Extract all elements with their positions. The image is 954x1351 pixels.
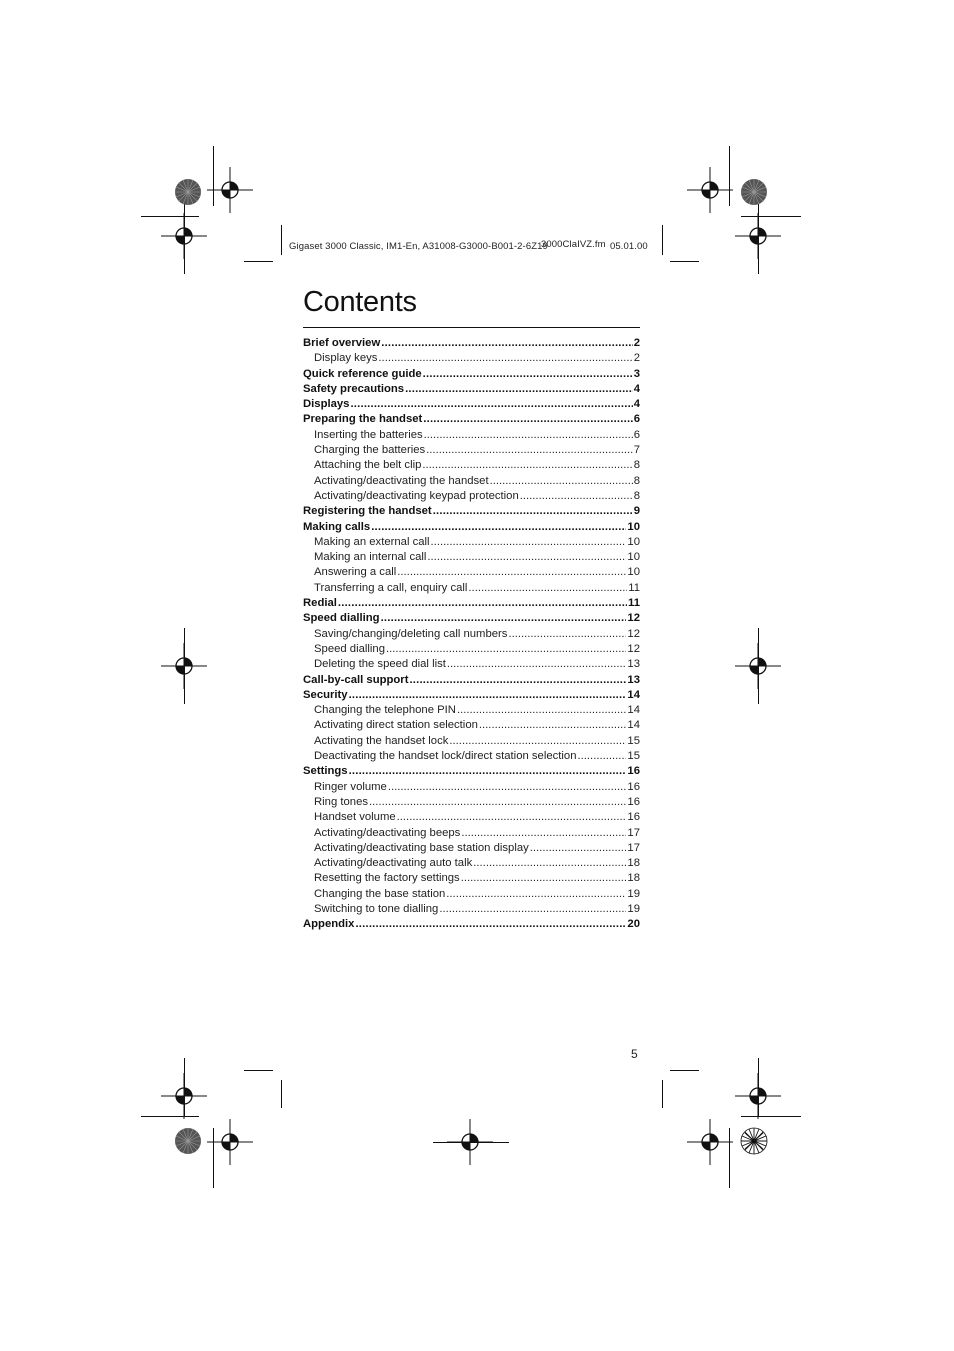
toc-entry-page: 10: [627, 535, 640, 548]
registration-mark-icon: [207, 1119, 253, 1165]
toc-entry-label: Inserting the batteries: [314, 428, 423, 441]
toc-entry-page: 16: [627, 811, 640, 824]
toc-subsection-entry: [303, 581, 640, 596]
toc-entry-page: 19: [627, 887, 640, 900]
toc-entry-label: Call-by-call support: [303, 673, 409, 686]
toc-entry-label: Resetting the factory settings: [314, 872, 460, 885]
toc-subsection-entry: [303, 458, 640, 473]
toc-entry-label: Registering the handset: [303, 505, 432, 518]
toc-entry-page: 18: [627, 872, 640, 885]
crop-mark-line: [670, 261, 699, 262]
toc-entry-label: Switching to tone dialling: [314, 902, 439, 915]
toc-entry-page: 16: [627, 780, 640, 793]
toc-entry-page: 17: [627, 826, 640, 839]
toc-entry-page: 14: [627, 688, 640, 701]
toc-entry-label: Changing the telephone PIN: [314, 704, 456, 717]
toc-leader-dots: [449, 734, 626, 749]
toc-subsection-entry: [303, 443, 640, 458]
toc-section-entry: [303, 673, 640, 688]
toc-entry-label: Speed dialling: [314, 642, 385, 655]
toc-section-entry: [303, 412, 640, 427]
toc-entry-page: 16: [627, 795, 640, 808]
toc-entry-label: Displays: [303, 398, 350, 411]
toc-subsection-entry: [303, 780, 640, 795]
toc-entry-page: 10: [627, 520, 640, 533]
toc-leader-dots: [397, 810, 627, 825]
toc-leader-dots: [427, 550, 626, 565]
toc-entry-page: 15: [627, 734, 640, 747]
toc-leader-dots: [381, 611, 627, 626]
toc-leader-dots: [461, 871, 627, 886]
toc-entry-label: Handset volume: [314, 811, 396, 824]
star-target-icon: [174, 1127, 202, 1155]
toc-section-entry: [303, 367, 640, 382]
toc-entry-page: 7: [633, 444, 640, 457]
toc-subsection-entry: [303, 657, 640, 672]
toc-section-entry: [303, 596, 640, 611]
toc-subsection-entry: [303, 734, 640, 749]
crop-mark-line: [244, 261, 273, 262]
toc-leader-dots: [422, 458, 632, 473]
toc-subsection-entry: [303, 565, 640, 580]
toc-entry-page: 12: [627, 627, 640, 640]
toc-entry-label: Activating/deactivating the handset: [314, 474, 489, 487]
toc-entry-page: 2: [633, 352, 640, 365]
toc-entry-page: 10: [627, 551, 640, 564]
crop-mark-line: [758, 198, 759, 274]
toc-leader-dots: [423, 412, 632, 427]
toc-entry-page: 12: [627, 642, 640, 655]
toc-section-entry: [303, 504, 640, 519]
toc-entry-page: 13: [627, 673, 640, 686]
toc-leader-dots: [369, 795, 626, 810]
registration-mark-icon: [687, 1119, 733, 1165]
toc-section-entry: [303, 397, 640, 412]
toc-entry-label: Answering a call: [314, 566, 397, 579]
toc-leader-dots: [457, 703, 626, 718]
toc-section-entry: [303, 917, 640, 932]
toc-subsection-entry: [303, 550, 640, 565]
toc-subsection-entry: [303, 642, 640, 657]
star-target-icon: [174, 178, 202, 206]
toc-subsection-entry: [303, 826, 640, 841]
toc-entry-label: Activating/deactivating base station display: [314, 841, 529, 854]
toc-entry-page: 8: [633, 459, 640, 472]
toc-entry-page: 11: [628, 581, 640, 594]
toc-subsection-entry: [303, 841, 640, 856]
toc-leader-dots: [355, 917, 626, 932]
toc-entry-label: Activating direct station selection: [314, 719, 478, 732]
toc-section-entry: [303, 611, 640, 626]
toc-entry-page: 16: [627, 765, 640, 778]
toc-subsection-entry: [303, 795, 640, 810]
toc-leader-dots: [388, 780, 627, 795]
crop-mark-line: [758, 1058, 759, 1116]
crop-mark-line: [670, 1070, 699, 1071]
toc-subsection-entry: [303, 887, 640, 902]
toc-leader-dots: [378, 351, 632, 366]
toc-leader-dots: [433, 504, 633, 519]
toc-entry-page: 18: [627, 857, 640, 870]
crop-mark-line: [184, 1058, 185, 1116]
star-target-icon: [740, 1127, 768, 1155]
toc-entry-label: Quick reference guide: [303, 367, 422, 380]
toc-leader-dots: [461, 826, 626, 841]
toc-leader-dots: [490, 474, 633, 489]
toc-subsection-entry: [303, 703, 640, 718]
toc-entry-label: Speed dialling: [303, 612, 380, 625]
toc-section-entry: [303, 520, 640, 535]
toc-entry-page: 14: [627, 719, 640, 732]
toc-entry-label: Making calls: [303, 520, 371, 533]
toc-section-entry: [303, 382, 640, 397]
toc-entry-label: Ringer volume: [314, 780, 387, 793]
registration-mark-icon: [687, 167, 733, 213]
toc-leader-dots: [381, 336, 632, 351]
toc-subsection-entry: [303, 535, 640, 550]
crop-mark-line: [281, 1080, 282, 1108]
toc-leader-dots: [426, 443, 633, 458]
toc-entry-page: 10: [627, 566, 640, 579]
toc-subsection-entry: [303, 428, 640, 443]
crop-mark-line: [184, 628, 185, 704]
toc-entry-page: 4: [633, 382, 640, 395]
toc-entry-label: Appendix: [303, 918, 355, 931]
toc-leader-dots: [350, 397, 632, 412]
toc-leader-dots: [508, 627, 626, 642]
star-target-icon: [740, 178, 768, 206]
toc-entry-label: Activating the handset lock: [314, 734, 449, 747]
toc-entry-page: 17: [627, 841, 640, 854]
toc-entry-page: 8: [633, 489, 640, 502]
toc-subsection-entry: [303, 902, 640, 917]
toc-subsection-entry: [303, 871, 640, 886]
toc-leader-dots: [473, 856, 626, 871]
toc-entry-page: 6: [633, 413, 640, 426]
crop-mark-line: [662, 1080, 663, 1108]
toc-entry-label: Activating/deactivating beeps: [314, 826, 461, 839]
table-of-contents: [303, 336, 640, 933]
toc-leader-dots: [386, 642, 626, 657]
toc-subsection-entry: [303, 474, 640, 489]
toc-entry-label: Deactivating the handset lock/direct station selection: [314, 750, 577, 763]
crop-mark-line: [433, 1142, 509, 1143]
toc-entry-page: 9: [633, 505, 640, 518]
toc-entry-page: 12: [627, 612, 640, 625]
header-doc-info: Gigaset 3000 Classic, IM1-En, A31008-G3000-B001-2-6Z19: [289, 241, 548, 252]
toc-entry-label: Charging the batteries: [314, 444, 426, 457]
toc-entry-label: Making an external call: [314, 535, 430, 548]
toc-leader-dots: [468, 581, 627, 596]
header-date: 05.01.00: [610, 241, 648, 252]
toc-subsection-entry: [303, 749, 640, 764]
toc-subsection-entry: [303, 627, 640, 642]
toc-entry-page: 4: [633, 398, 640, 411]
title-divider: [303, 327, 640, 328]
crop-mark-line: [281, 225, 282, 255]
registration-mark-icon: [207, 167, 253, 213]
page-title: Contents: [303, 286, 417, 318]
toc-entry-label: Saving/changing/deleting call numbers: [314, 627, 508, 640]
toc-entry-label: Redial: [303, 597, 337, 610]
crop-mark-line: [662, 225, 663, 255]
toc-section-entry: [303, 688, 640, 703]
toc-leader-dots: [447, 657, 627, 672]
toc-entry-label: Security: [303, 688, 348, 701]
toc-entry-page: 8: [633, 474, 640, 487]
toc-entry-page: 19: [627, 902, 640, 915]
toc-entry-page: 20: [627, 918, 640, 931]
toc-leader-dots: [349, 764, 627, 779]
toc-leader-dots: [371, 520, 626, 535]
toc-subsection-entry: [303, 856, 640, 871]
toc-leader-dots: [409, 673, 626, 688]
toc-entry-label: Safety precautions: [303, 382, 405, 395]
toc-subsection-entry: [303, 718, 640, 733]
toc-entry-page: 6: [633, 428, 640, 441]
toc-entry-label: Ring tones: [314, 795, 369, 808]
toc-leader-dots: [405, 382, 633, 397]
toc-entry-label: Activating/deactivating auto talk: [314, 857, 473, 870]
toc-entry-page: 15: [627, 750, 640, 763]
toc-entry-page: 11: [628, 597, 640, 610]
toc-leader-dots: [530, 841, 627, 856]
toc-leader-dots: [439, 902, 626, 917]
toc-leader-dots: [446, 887, 626, 902]
header-filename: 3000ClaIVZ.fm: [541, 239, 606, 250]
toc-leader-dots: [397, 565, 626, 580]
crop-mark-line: [758, 628, 759, 704]
toc-subsection-entry: [303, 489, 640, 504]
toc-entry-label: Activating/deactivating keypad protection: [314, 489, 519, 502]
toc-leader-dots: [431, 535, 627, 550]
toc-entry-label: Changing the base station: [314, 887, 446, 900]
crop-mark-line: [184, 198, 185, 274]
toc-entry-label: Display keys: [314, 352, 378, 365]
toc-section-entry: [303, 764, 640, 779]
toc-entry-label: Making an internal call: [314, 551, 427, 564]
toc-leader-dots: [338, 596, 627, 611]
toc-section-entry: [303, 336, 640, 351]
crop-mark-line: [244, 1070, 273, 1071]
toc-entry-label: Attaching the belt clip: [314, 459, 422, 472]
toc-entry-label: Preparing the handset: [303, 413, 423, 426]
toc-entry-page: 13: [627, 658, 640, 671]
toc-leader-dots: [479, 718, 627, 733]
toc-entry-label: Transferring a call, enquiry call: [314, 581, 468, 594]
toc-leader-dots: [424, 428, 633, 443]
toc-entry-label: Brief overview: [303, 337, 381, 349]
toc-leader-dots: [578, 749, 627, 764]
toc-leader-dots: [349, 688, 627, 703]
toc-leader-dots: [423, 367, 633, 382]
toc-entry-label: Settings: [303, 765, 348, 778]
toc-entry-page: 14: [627, 704, 640, 717]
toc-subsection-entry: [303, 351, 640, 366]
toc-entry-page: 3: [633, 367, 640, 380]
toc-leader-dots: [520, 489, 633, 504]
toc-subsection-entry: [303, 810, 640, 825]
toc-entry-page: 2: [633, 337, 640, 349]
page-number: 5: [631, 1047, 638, 1061]
toc-entry-label: Deleting the speed dial list: [314, 658, 446, 671]
